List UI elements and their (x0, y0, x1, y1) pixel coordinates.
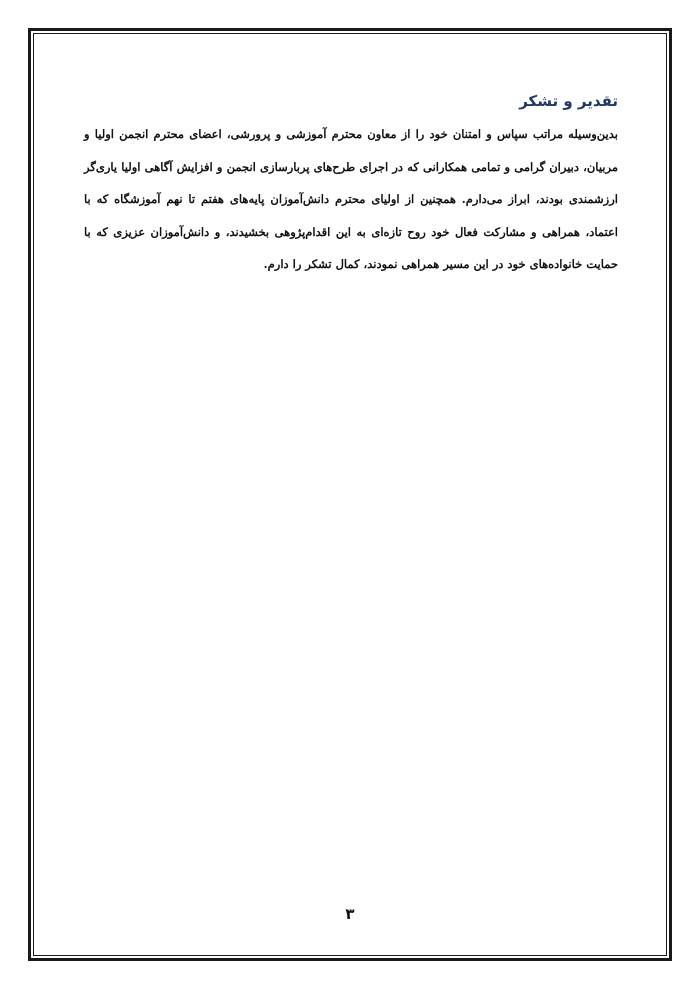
page-number: ۳ (345, 905, 355, 923)
acknowledgement-paragraph: بدین‌وسیله مراتب سپاس و امتنان خود را از معاون محترم آموزشی و پرورشی، اعضای محترم انجمن اولیا و مربیان، دبیران گرامی و تمامی همکارانی که در اجرای طرح‌های پربارسازی انجمن و افزایش آگاهی اولیا یاری‌گر ارزشمندی بودند، ابراز می‌دارم. همچنین از اولیای محترم دانش‌آموزان پایه‌های هفتم تا نهم آموزشگاه که با اعتماد، همراهی و مشارکت فعال خود روح تازه‌ای به این اقدام‌پژوهی بخشیدند، و دانش‌آموزان عزیزی که با حمایت خانواده‌های خود در این مسیر همراهی نمودند، کمال تشکر را دارم. (84, 127, 618, 271)
document-content (84, 90, 618, 281)
section-heading: تقدیر و تشکر (519, 92, 618, 110)
